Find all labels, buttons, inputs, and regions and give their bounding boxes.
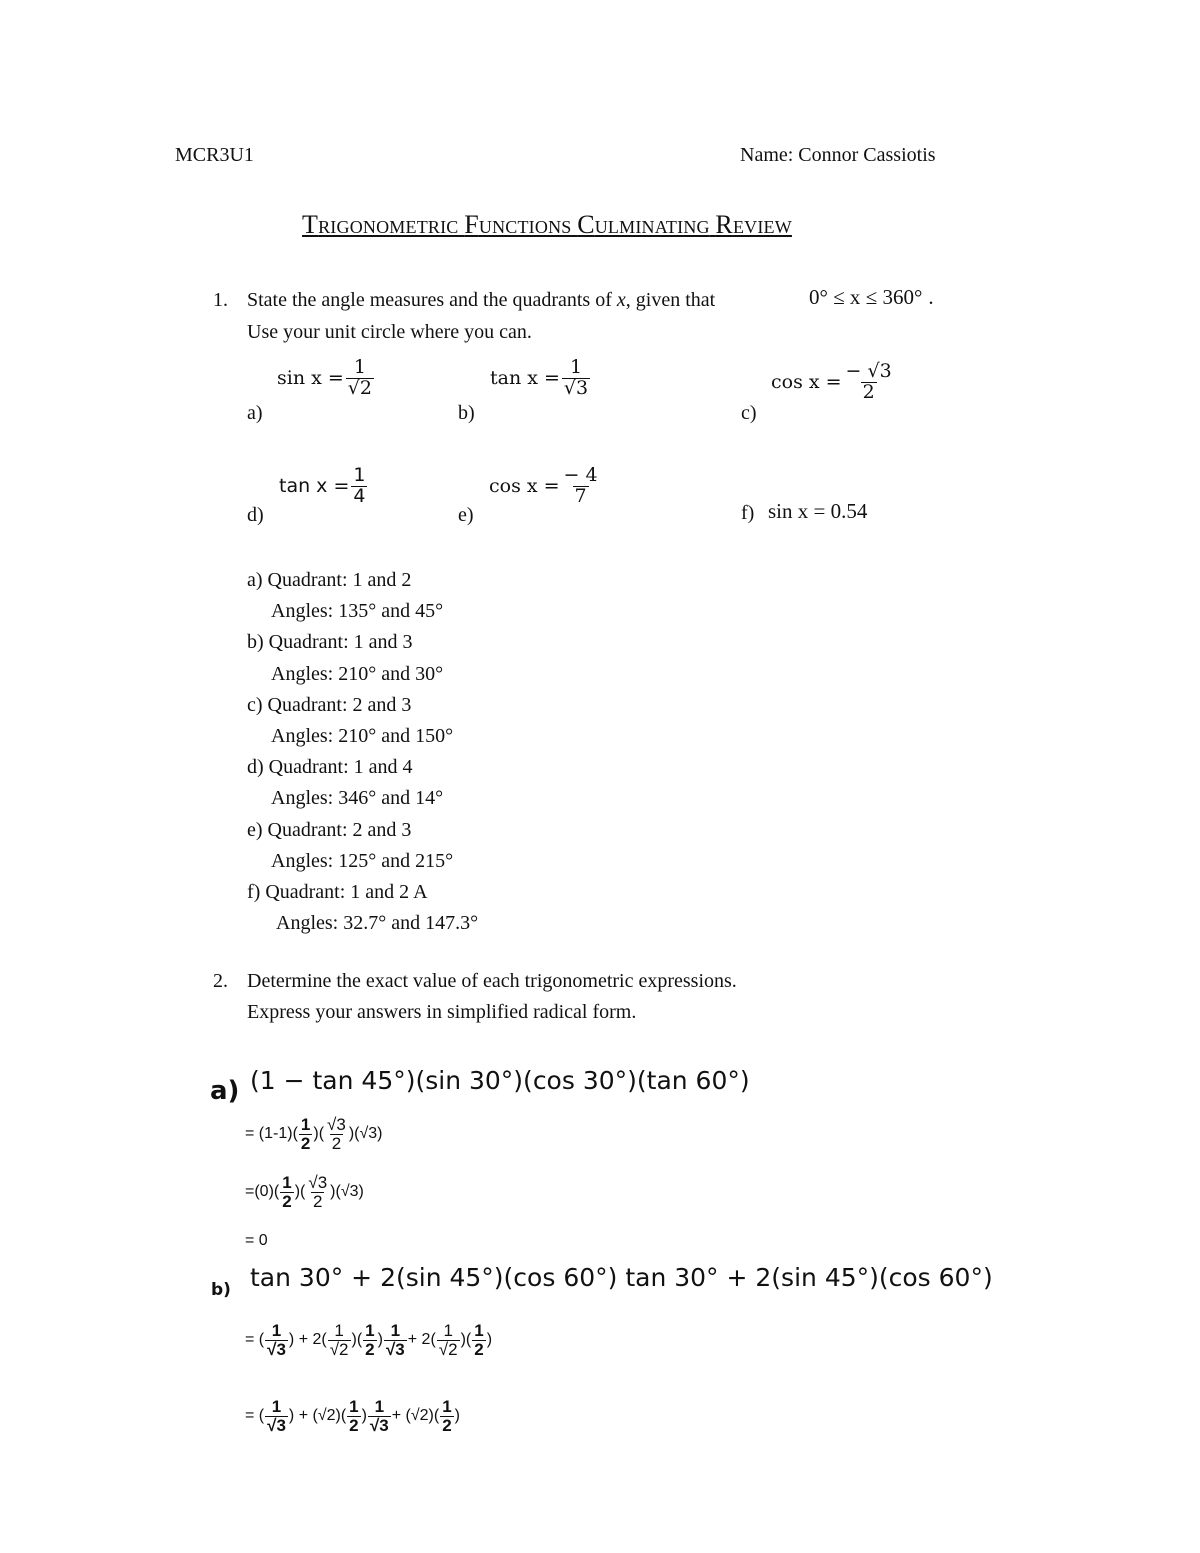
answer-b-angles: Angles: 210° and 30° <box>271 662 444 685</box>
q2-a-step2: =(0)( $\frac{1}{2}$ )( $\frac{√3}{2}$ )(√3) <box>245 1173 364 1211</box>
part-e-equation: cos x = $\frac{- 4}{7}$ <box>489 464 598 507</box>
page-title: TRIGONOMETRIC FUNCTIONS CULMINATING REVIEW <box>302 210 792 239</box>
answer-f-angles: Angles: 32.7° and 147.3° <box>276 912 479 935</box>
part-f-equation: sin x = 0.54 <box>768 499 868 523</box>
q2-part-b-expression: tan 30° + 2(sin 45°)(cos 60°) tan 30° + 2(sin 45°)(cos 60°) <box>250 1263 993 1292</box>
q2-part-a-expression: (1 − tan 45°)(sin 30°)(cos 30°)(tan 60°) <box>250 1066 750 1095</box>
answer-d-quadrant: d) Quadrant: 1 and 4 <box>247 756 413 779</box>
part-c-equation: cos x = $\frac{- √3}{2}$ <box>771 360 892 403</box>
question-1-number: 1. <box>213 289 228 311</box>
q2-part-b-label: b) <box>211 1280 231 1300</box>
part-d-equation: tan x = $\frac{1}{4}$ <box>279 464 366 507</box>
answer-a-angles: Angles: 135° and 45° <box>271 600 444 623</box>
answer-e-quadrant: e) Quadrant: 2 and 3 <box>247 818 412 841</box>
answer-b-quadrant: b) Quadrant: 1 and 3 <box>247 631 413 654</box>
q2-b-step2: = ( $\frac{1}{√3}$ ) + (√2)( $\frac{1}{2}$ ) $\frac{1}{√3}$ + (√2)( $\frac{1}{2}$ ) <box>245 1397 460 1435</box>
question-1-line2: Use your unit circle where you can. <box>247 321 532 343</box>
part-e-label: e) <box>458 504 474 526</box>
part-d-label: d) <box>247 504 264 526</box>
q2-part-a-label: a) <box>210 1076 240 1106</box>
part-a-label: a) <box>247 402 263 424</box>
question-2-line2: Express your answers in simplified radical form. <box>247 1001 637 1023</box>
q2-b-step1: = ( $\frac{1}{√3}$ ) + 2( $\frac{1}{√2}$ )( $\frac{1}{2}$ ) $\frac{1}{√3}$ + 2( $\frac{1}{√2}$ )( $\frac{1}{2}$ ) <box>245 1321 493 1359</box>
answer-c-quadrant: c) Quadrant: 2 and 3 <box>247 693 412 716</box>
q2-a-final: = 0 <box>245 1232 268 1249</box>
q2-a-step1: = (1-1)( $\frac{1}{2}$ )( $\frac{√3}{2}$ )(√3) <box>245 1115 383 1153</box>
course-code: MCR3U1 <box>175 144 254 166</box>
answer-d-angles: Angles: 346° and 14° <box>271 787 444 810</box>
part-b-equation: tan x = $\frac{1}{√3}$ <box>490 356 589 399</box>
part-a-equation: sin x = $\frac{1}{√2}$ <box>277 356 372 399</box>
answer-f-quadrant: f) Quadrant: 1 and 2 A <box>247 881 428 904</box>
answer-e-angles: Angles: 125° and 215° <box>271 849 454 872</box>
question-1-constraint: 0° ≤ x ≤ 360° . <box>809 285 934 309</box>
part-f-label: f) <box>741 502 755 524</box>
part-c-label: c) <box>741 402 757 424</box>
part-b-label: b) <box>458 402 475 424</box>
answer-a-quadrant: a) Quadrant: 1 and 2 <box>247 569 412 591</box>
question-1-line1: State the angle measures and the quadrants of x, given that <box>247 289 716 311</box>
question-1-answers <box>247 565 478 939</box>
student-name: Name: Connor Cassiotis <box>740 144 936 166</box>
question-2-number: 2. <box>213 970 228 992</box>
answer-c-angles: Angles: 210° and 150° <box>271 725 454 748</box>
question-2-line1: Determine the exact value of each trigonometric expressions. <box>247 970 737 992</box>
